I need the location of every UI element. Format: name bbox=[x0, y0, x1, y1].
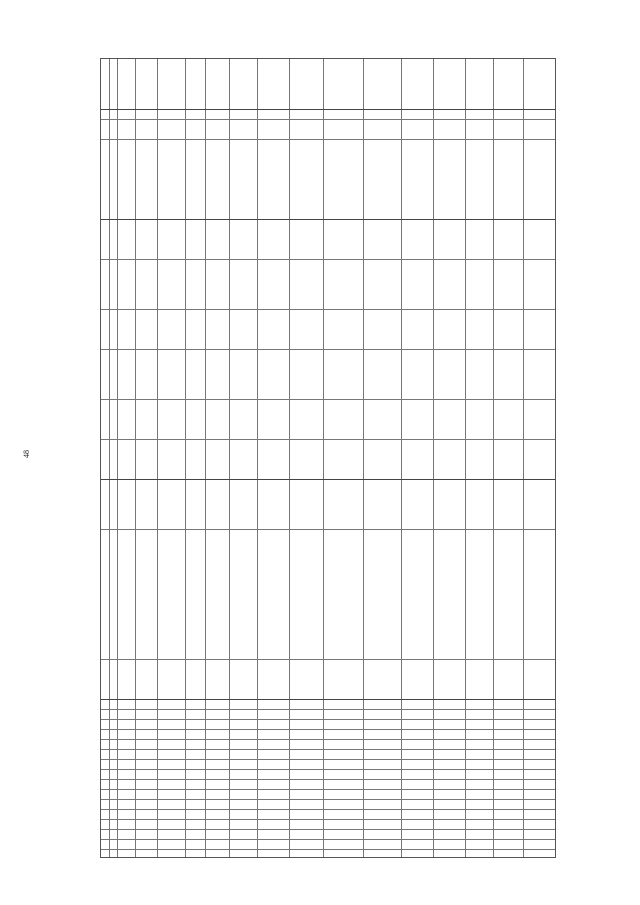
page-number: 48 bbox=[22, 450, 31, 458]
rotated-table bbox=[100, 58, 556, 858]
